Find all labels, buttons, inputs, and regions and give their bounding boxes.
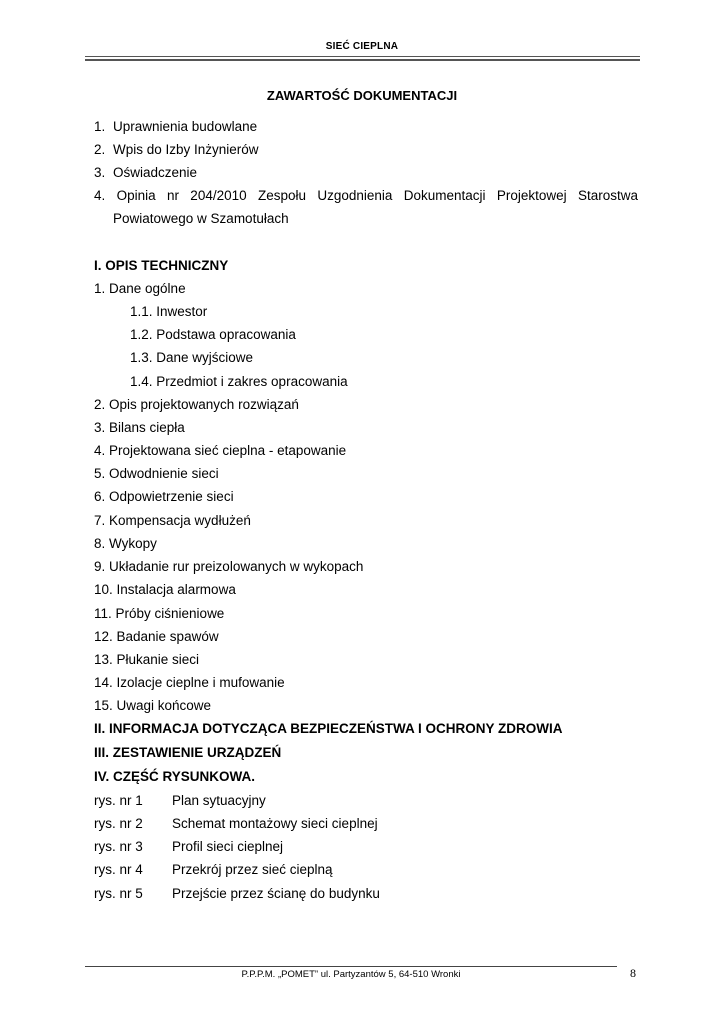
technical-subitem: 1.3. Dane wyjściowe: [130, 350, 254, 365]
document-title: ZAWARTOŚĆ DOKUMENTACJI: [266, 88, 458, 103]
technical-subitem: 1.4. Przedmiot i zakres opracowania: [130, 374, 348, 389]
technical-item: 8. Wykopy: [94, 536, 157, 551]
technical-item: 3. Bilans ciepła: [94, 420, 185, 435]
technical-subitem: 1.2. Podstawa opracowania: [130, 327, 296, 342]
drawing-title: Profil sieci cieplnej: [172, 839, 284, 854]
contents-item: [94, 142, 259, 157]
technical-item: 13. Płukanie sieci: [94, 652, 200, 667]
contents-item-4-line-1: 4. Opinia nr 204/2010 Zespołu Uzgodnienia Dokumentacji Projektowej Starostwa: [94, 188, 638, 203]
drawing-row: [94, 886, 380, 901]
technical-subitem: 1.1. Inwestor: [130, 304, 208, 319]
drawing-label: rys. nr 1: [94, 793, 143, 808]
drawing-title: Przejście przez ścianę do budynku: [172, 886, 380, 901]
drawing-row: [94, 793, 266, 808]
header-rule-thin: [85, 56, 640, 57]
drawing-label: rys. nr 3: [94, 839, 143, 854]
page-number: 8: [630, 966, 636, 980]
header-rule-thick: [85, 59, 640, 61]
drawing-title: Schemat montażowy sieci cieplnej: [172, 816, 378, 831]
footer-company-address: P.P.P.M. „POMET” ul. Partyzantów 5, 64-510 Wronki: [241, 969, 461, 980]
technical-item: 5. Odwodnienie sieci: [94, 466, 219, 481]
technical-item: 10. Instalacja alarmowa: [94, 582, 236, 597]
section-heading-equipment: III. ZESTAWIENIE URZĄDZEŃ: [94, 745, 282, 760]
technical-item: 14. Izolacje cieplne i mufowanie: [94, 675, 285, 690]
technical-item: 4. Projektowana sieć cieplna - etapowanie: [94, 443, 347, 458]
technical-item: 6. Odpowietrzenie sieci: [94, 489, 234, 504]
contents-item-number: 3.: [94, 165, 106, 180]
drawing-label: rys. nr 4: [94, 862, 143, 877]
drawing-row: [94, 816, 378, 831]
technical-item: 9. Układanie rur preizolowanych w wykopach: [94, 559, 364, 574]
contents-item: [94, 119, 257, 134]
drawing-label: rys. nr 2: [94, 816, 143, 831]
drawing-row: [94, 862, 333, 877]
running-header: SIEĆ CIEPLNA: [325, 41, 399, 52]
contents-item-number: 1.: [94, 119, 106, 134]
technical-item: 1. Dane ogólne: [94, 281, 186, 296]
drawing-title: Plan sytuacyjny: [172, 793, 266, 808]
drawing-label: rys. nr 5: [94, 886, 143, 901]
technical-item: 2. Opis projektowanych rozwiązań: [94, 397, 299, 412]
technical-item: 11. Próby ciśnieniowe: [94, 606, 225, 621]
contents-item-text: Oświadczenie: [113, 165, 198, 180]
section-heading-technical: I. OPIS TECHNICZNY: [94, 258, 229, 273]
technical-item: 7. Kompensacja wydłużeń: [94, 513, 251, 528]
footer-rule: [85, 966, 617, 967]
contents-item-text: Uprawnienia budowlane: [113, 119, 258, 134]
section-heading-safety: II. INFORMACJA DOTYCZĄCA BEZPIECZEŃSTWA I OCHRONY ZDROWIA: [94, 721, 563, 736]
section-heading-drawings: IV. CZĘŚĆ RYSUNKOWA.: [94, 769, 256, 784]
drawing-row: [94, 839, 283, 854]
contents-item-number: 2.: [94, 142, 106, 157]
contents-item: [94, 165, 197, 180]
technical-item: 12. Badanie spawów: [94, 629, 219, 644]
contents-item-text: Wpis do Izby Inżynierów: [113, 142, 259, 157]
drawing-title: Przekrój przez sieć cieplną: [172, 862, 333, 877]
contents-item-4-line-2: Powiatowego w Szamotułach: [113, 211, 289, 226]
technical-item: 15. Uwagi końcowe: [94, 698, 212, 713]
